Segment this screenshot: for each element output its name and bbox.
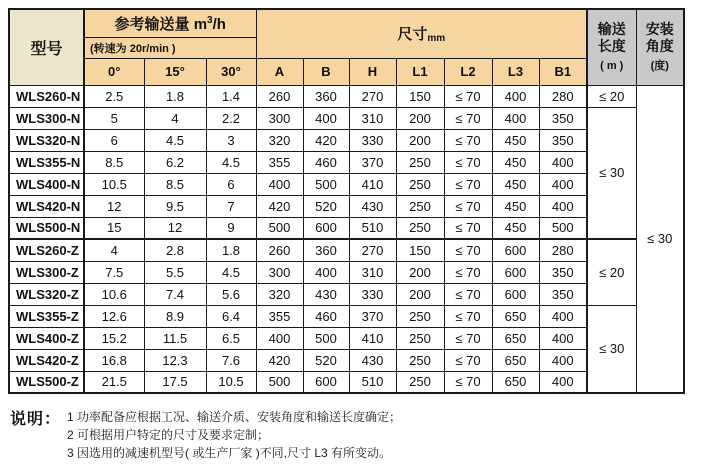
col-header-30deg: 30° <box>206 58 256 85</box>
value-cell: 460 <box>303 305 349 327</box>
model-cell: WLS320-Z <box>9 283 84 305</box>
value-cell: 250 <box>396 349 444 371</box>
value-cell: 270 <box>349 85 396 107</box>
model-cell: WLS420-N <box>9 195 84 217</box>
table-row <box>9 305 684 327</box>
value-cell: 250 <box>396 327 444 349</box>
header-speed-note: (转速为 20r/min ) <box>84 37 256 58</box>
conveying-length-cell: ≤ 30 <box>587 305 636 393</box>
value-cell: 6.2 <box>144 151 206 173</box>
value-cell: 360 <box>303 239 349 261</box>
value-cell: 7.5 <box>84 261 144 283</box>
value-cell: 250 <box>396 371 444 393</box>
notes-section <box>10 406 401 462</box>
value-cell: 450 <box>492 151 539 173</box>
value-cell: 400 <box>539 195 587 217</box>
col-header-0deg: 0° <box>84 58 144 85</box>
value-cell: 150 <box>396 85 444 107</box>
value-cell: 12 <box>144 217 206 239</box>
value-cell: 250 <box>396 195 444 217</box>
model-cell: WLS400-N <box>9 173 84 195</box>
value-cell: 2.2 <box>206 107 256 129</box>
value-cell: 510 <box>349 217 396 239</box>
model-cell: WLS500-N <box>9 217 84 239</box>
model-cell: WLS300-N <box>9 107 84 129</box>
value-cell: 400 <box>539 173 587 195</box>
model-cell: WLS300-Z <box>9 261 84 283</box>
value-cell: 330 <box>349 283 396 305</box>
value-cell: 200 <box>396 129 444 151</box>
value-cell: 430 <box>303 283 349 305</box>
value-cell: 250 <box>396 151 444 173</box>
value-cell: 12.6 <box>84 305 144 327</box>
value-cell: ≤ 70 <box>444 217 492 239</box>
value-cell: 350 <box>539 261 587 283</box>
value-cell: 7.6 <box>206 349 256 371</box>
header-model: 型号 <box>9 9 84 85</box>
value-cell: ≤ 70 <box>444 239 492 261</box>
value-cell: 320 <box>256 283 303 305</box>
value-cell: 11.5 <box>144 327 206 349</box>
value-cell: 7.4 <box>144 283 206 305</box>
value-cell: 1.8 <box>144 85 206 107</box>
model-cell: WLS420-Z <box>9 349 84 371</box>
table-row <box>9 349 684 371</box>
model-cell: WLS355-Z <box>9 305 84 327</box>
value-cell: 600 <box>492 261 539 283</box>
value-cell: 21.5 <box>84 371 144 393</box>
value-cell: 12 <box>84 195 144 217</box>
value-cell: ≤ 70 <box>444 195 492 217</box>
model-cell: WLS260-Z <box>9 239 84 261</box>
value-cell: ≤ 70 <box>444 129 492 151</box>
dimensions-title-text: 尺寸 <box>397 26 428 44</box>
value-cell: 4 <box>144 107 206 129</box>
value-cell: 360 <box>303 85 349 107</box>
length-header-line1: 输送 <box>597 20 626 37</box>
value-cell: 250 <box>396 173 444 195</box>
value-cell: ≤ 70 <box>444 327 492 349</box>
model-cell: WLS500-Z <box>9 371 84 393</box>
value-cell: 3 <box>206 129 256 151</box>
length-header-unit: ( m ) <box>600 59 624 72</box>
value-cell: 400 <box>539 349 587 371</box>
value-cell: ≤ 70 <box>444 305 492 327</box>
capacity-title-unit: /h <box>212 15 226 33</box>
value-cell: 300 <box>256 261 303 283</box>
col-header-L3: L3 <box>492 58 539 85</box>
install-angle-cell: ≤ 30 <box>636 85 684 393</box>
value-cell: 420 <box>256 195 303 217</box>
table-row <box>9 85 684 107</box>
value-cell: 8.5 <box>144 173 206 195</box>
value-cell: 6.4 <box>206 305 256 327</box>
value-cell: 450 <box>492 129 539 151</box>
value-cell: 500 <box>256 217 303 239</box>
value-cell: 300 <box>256 107 303 129</box>
value-cell: 16.8 <box>84 349 144 371</box>
value-cell: 260 <box>256 85 303 107</box>
value-cell: 4.5 <box>206 261 256 283</box>
value-cell: 2.5 <box>84 85 144 107</box>
value-cell: 450 <box>492 195 539 217</box>
value-cell: ≤ 70 <box>444 371 492 393</box>
value-cell: 330 <box>349 129 396 151</box>
note-item-2: 2 可根据用户特定的尺寸及要求定制； <box>67 428 270 442</box>
value-cell: 350 <box>539 283 587 305</box>
value-cell: 2.8 <box>144 239 206 261</box>
value-cell: 650 <box>492 371 539 393</box>
value-cell: 350 <box>539 107 587 129</box>
value-cell: 250 <box>396 305 444 327</box>
value-cell: 400 <box>539 151 587 173</box>
value-cell: 1.4 <box>206 85 256 107</box>
value-cell: 400 <box>492 85 539 107</box>
notes-label: 说明： <box>10 411 62 428</box>
table-body <box>9 85 684 393</box>
value-cell: 5.6 <box>206 283 256 305</box>
spec-table <box>8 8 685 394</box>
value-cell: 150 <box>396 239 444 261</box>
value-cell: 600 <box>492 239 539 261</box>
value-cell: 450 <box>492 173 539 195</box>
value-cell: 500 <box>303 173 349 195</box>
col-header-H: H <box>349 58 396 85</box>
col-header-A: A <box>256 58 303 85</box>
value-cell: ≤ 70 <box>444 283 492 305</box>
value-cell: 400 <box>303 107 349 129</box>
table-row <box>9 239 684 261</box>
table-row <box>9 261 684 283</box>
dimensions-unit: mm <box>427 33 446 45</box>
value-cell: 400 <box>492 107 539 129</box>
model-cell: WLS400-Z <box>9 327 84 349</box>
table-row <box>9 195 684 217</box>
value-cell: 12.3 <box>144 349 206 371</box>
value-cell: 270 <box>349 239 396 261</box>
value-cell: 1.8 <box>206 239 256 261</box>
value-cell: 400 <box>539 371 587 393</box>
value-cell: 4.5 <box>144 129 206 151</box>
value-cell: 15.2 <box>84 327 144 349</box>
value-cell: 600 <box>303 371 349 393</box>
value-cell: 400 <box>256 173 303 195</box>
value-cell: 450 <box>492 217 539 239</box>
conveying-length-cell: ≤ 30 <box>587 107 636 239</box>
value-cell: 10.5 <box>84 173 144 195</box>
value-cell: ≤ 70 <box>444 261 492 283</box>
header-dimensions <box>256 9 587 58</box>
model-cell: WLS355-N <box>9 151 84 173</box>
col-header-15deg: 15° <box>144 58 206 85</box>
table-row <box>9 283 684 305</box>
value-cell: 600 <box>303 217 349 239</box>
col-header-L2: L2 <box>444 58 492 85</box>
value-cell: 500 <box>303 327 349 349</box>
header-conveying-length <box>587 9 636 85</box>
value-cell: 520 <box>303 195 349 217</box>
table-row <box>9 217 684 239</box>
value-cell: 410 <box>349 327 396 349</box>
value-cell: 650 <box>492 327 539 349</box>
value-cell: ≤ 70 <box>444 349 492 371</box>
value-cell: 370 <box>349 151 396 173</box>
value-cell: 15 <box>84 217 144 239</box>
value-cell: 650 <box>492 349 539 371</box>
value-cell: 355 <box>256 305 303 327</box>
value-cell: 280 <box>539 239 587 261</box>
note-item-3: 3 因选用的减速机型号( 或生产厂家 )不同,尺寸 L3 有所变动。 <box>67 446 392 460</box>
note-item-1: 1 功率配备应根据工况、输送介质、安装角度和输送长度确定； <box>67 410 402 424</box>
value-cell: 10.6 <box>84 283 144 305</box>
value-cell: 17.5 <box>144 371 206 393</box>
value-cell: 200 <box>396 283 444 305</box>
conveying-length-cell: ≤ 20 <box>587 85 636 107</box>
value-cell: 600 <box>492 283 539 305</box>
value-cell: 6 <box>84 129 144 151</box>
value-cell: 320 <box>256 129 303 151</box>
value-cell: 350 <box>539 129 587 151</box>
value-cell: 9.5 <box>144 195 206 217</box>
value-cell: 4 <box>84 239 144 261</box>
value-cell: 355 <box>256 151 303 173</box>
value-cell: 500 <box>256 371 303 393</box>
col-header-B: B <box>303 58 349 85</box>
value-cell: 9 <box>206 217 256 239</box>
value-cell: 200 <box>396 107 444 129</box>
col-header-B1: B1 <box>539 58 587 85</box>
value-cell: 7 <box>206 195 256 217</box>
value-cell: 6.5 <box>206 327 256 349</box>
table-row <box>9 327 684 349</box>
value-cell: 500 <box>539 217 587 239</box>
value-cell: 200 <box>396 261 444 283</box>
value-cell: 460 <box>303 151 349 173</box>
table-row <box>9 371 684 393</box>
value-cell: 650 <box>492 305 539 327</box>
value-cell: 510 <box>349 371 396 393</box>
value-cell: 10.5 <box>206 371 256 393</box>
value-cell: 400 <box>539 327 587 349</box>
value-cell: ≤ 70 <box>444 107 492 129</box>
value-cell: 400 <box>256 327 303 349</box>
value-cell: 430 <box>349 349 396 371</box>
header-install-angle <box>636 9 684 85</box>
value-cell: 370 <box>349 305 396 327</box>
table-row <box>9 129 684 151</box>
table-row <box>9 107 684 129</box>
value-cell: 520 <box>303 349 349 371</box>
notes-list <box>67 406 401 462</box>
value-cell: 8.9 <box>144 305 206 327</box>
angle-header-unit: (度) <box>650 59 669 72</box>
value-cell: 280 <box>539 85 587 107</box>
table-row <box>9 173 684 195</box>
value-cell: 260 <box>256 239 303 261</box>
value-cell: 8.5 <box>84 151 144 173</box>
value-cell: 250 <box>396 217 444 239</box>
model-cell: WLS320-N <box>9 129 84 151</box>
conveying-length-cell: ≤ 20 <box>587 239 636 305</box>
table-row <box>9 151 684 173</box>
capacity-superscript: 3 <box>207 14 213 26</box>
value-cell: 400 <box>539 305 587 327</box>
col-header-L1: L1 <box>396 58 444 85</box>
value-cell: 410 <box>349 173 396 195</box>
capacity-title-text: 参考输送量 m <box>114 15 208 33</box>
value-cell: ≤ 70 <box>444 173 492 195</box>
angle-header-line2: 角度 <box>645 38 674 55</box>
length-header-line2: 长度 <box>597 38 626 55</box>
value-cell: ≤ 70 <box>444 85 492 107</box>
angle-header-line1: 安装 <box>645 20 674 37</box>
model-cell: WLS260-N <box>9 85 84 107</box>
value-cell: 5 <box>84 107 144 129</box>
value-cell: ≤ 70 <box>444 151 492 173</box>
value-cell: 400 <box>303 261 349 283</box>
header-capacity <box>84 9 256 37</box>
value-cell: 6 <box>206 173 256 195</box>
value-cell: 420 <box>256 349 303 371</box>
value-cell: 310 <box>349 261 396 283</box>
value-cell: 4.5 <box>206 151 256 173</box>
value-cell: 310 <box>349 107 396 129</box>
value-cell: 5.5 <box>144 261 206 283</box>
value-cell: 420 <box>303 129 349 151</box>
value-cell: 430 <box>349 195 396 217</box>
